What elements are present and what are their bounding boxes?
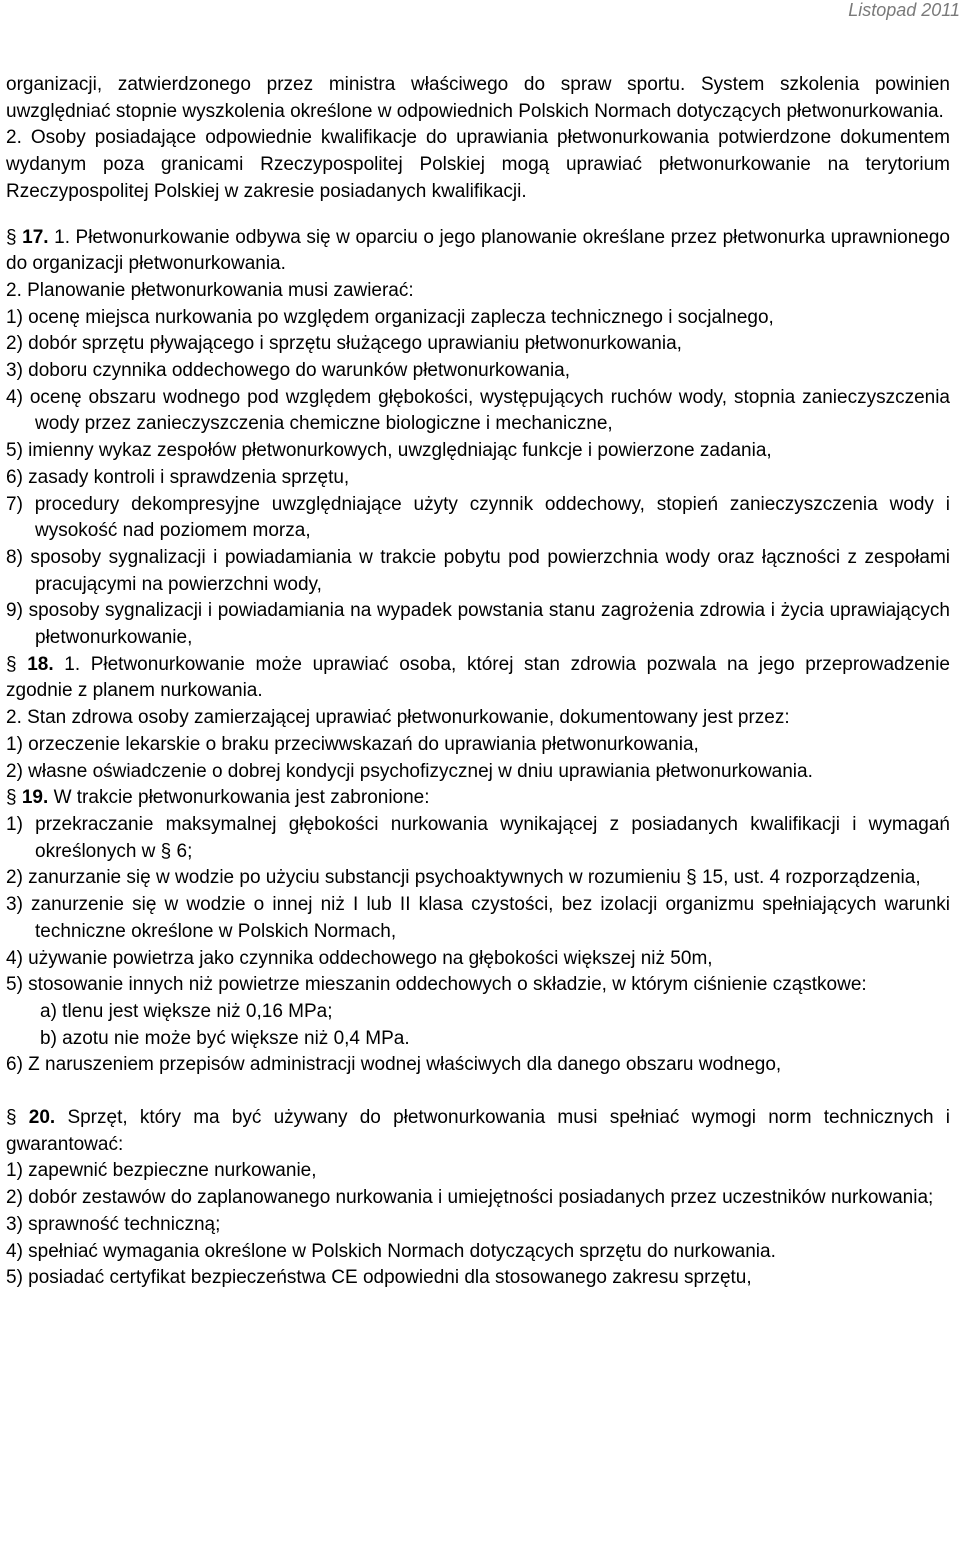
list-item: 2) dobór zestawów do zaplanowanego nurkowania i umiejętności posiadanych przez uczestników nurkowania; <box>6 1187 934 1209</box>
section-text: Sprzęt, który ma być używany do płetwonurkowania musi spełniać wymogi norm technicznych i gwarantować: <box>6 1107 950 1155</box>
section-18-paragraph-2: 2. Stan zdrowa osoby zamierzającej uprawiać płetwonurkowanie, dokumentowany jest przez: <box>6 707 790 729</box>
section-20-lead <box>6 1105 950 1158</box>
section-text: W trakcie płetwonurkowania jest zabronione: <box>53 787 430 809</box>
list-item: 1) ocenę miejsca nurkowania po względem organizacji zaplecza technicznego i socjalnego, <box>6 306 774 328</box>
section-sign: § <box>6 1107 17 1129</box>
list-item: 8) sposoby sygnalizacji i powiadamiania w trakcie pobytu pod powierzchnia wody oraz łączności z zespołami pracującymi na powierzchni wody, <box>6 546 950 595</box>
section-number: 19. <box>21 787 49 809</box>
list-item: 1) orzeczenie lekarskie o braku przeciwwskazań do uprawiania płetwonurkowania, <box>6 733 699 755</box>
intro-paragraph-1: organizacji, zatwierdzonego przez ministra właściwego do spraw sportu. System szkolenia powinien uwzględniać stopnie wyszkolenia określone w odpowiednich Polskich Normach dotyczących płetwonurkowania. <box>6 74 950 122</box>
list-item: 4) używanie powietrza jako czynnika oddechowego na głębokości większej niż 50m, <box>6 947 713 969</box>
list-item: 9) sposoby sygnalizacji i powiadamiania na wypadek powstania stanu zagrożenia zdrowia i życia uprawiających płetwonurkowanie, <box>6 600 950 649</box>
section-19-lead <box>6 785 950 812</box>
list-item: 2) zanurzanie się w wodzie po użyciu substancji psychoaktywnych w rozumieniu § 15, ust. 4 rozporządzenia, <box>6 867 921 889</box>
sub-list-item: a) tlenu jest większe niż 0,16 MPa; <box>40 1000 333 1022</box>
section-19-heading <box>6 787 48 808</box>
section-number: 17. <box>22 226 49 248</box>
section-sign: § <box>6 787 17 809</box>
list-item: 1) przekraczanie maksymalnej głębokości nurkowania wynikającej z posiadanych kwalifikacji i wymagań określonych w § 6; <box>6 813 950 862</box>
list-item: 3) doboru czynnika oddechowego do warunków płetwonurkowania, <box>6 360 571 382</box>
list-item: 3) zanurzenie się w wodzie o innej niż I lub II klasa czystości, bez izolacji organizmu spełniających warunki techniczne określone w Polskich Normach, <box>6 894 950 942</box>
section-20-heading <box>6 1107 55 1128</box>
list-item: 7) procedury dekompresyjne uwzględniające użyty czynnik oddechowy, stopień zanieczyszczenia wody i wysokość nad poziomem morza, <box>6 493 950 542</box>
intro-paragraph-2: 2. Osoby posiadające odpowiednie kwalifikacje do uprawiania płetwonurkowania potwierdzone dokumentem wydanym poza granicami Rzeczypospolitej Polskiej mogą uprawiać płetwonurkowanie na terytorium Rzeczypospolitej Polskiej w zakresie posiadanych kwalifikacji. <box>6 127 950 202</box>
list-item: 5) imienny wykaz zespołów płetwonurkowych, uwzględniając funkcje i powierzone zadania, <box>6 440 772 462</box>
list-item: 2) własne oświadczenie o dobrej kondycji psychofizycznej w dniu uprawiania płetwonurkowania. <box>6 760 813 782</box>
list-item: 3) sprawność techniczną; <box>6 1213 221 1235</box>
section-sign: § <box>686 867 697 889</box>
list-item: 6) zasady kontroli i sprawdzenia sprzętu, <box>6 466 350 488</box>
section-sign: § <box>6 653 17 675</box>
section-number: 18. <box>27 653 54 675</box>
list-item: 1) zapewnić bezpieczne nurkowanie, <box>6 1160 317 1182</box>
list-item: 5) posiadać certyfikat bezpieczeństwa CE odpowiedni dla stosowanego zakresu sprzętu, <box>6 1267 752 1289</box>
section-sign: § <box>160 840 172 862</box>
section-17-paragraph-1 <box>6 225 950 278</box>
list-item: 4) spełniać wymagania określone w Polskich Normach dotyczących sprzętu do nurkowania. <box>6 1240 776 1262</box>
section-17-heading <box>6 227 49 248</box>
section-text: 1. Płetwonurkowanie może uprawiać osoba, której stan zdrowia pozwala na jego przeprowadzenie zgodnie z planem nurkowania. <box>6 653 950 702</box>
section-18-paragraph-1 <box>6 652 950 705</box>
document-body <box>6 72 950 1292</box>
section-sign: § <box>6 226 17 248</box>
section-18-heading <box>6 654 54 675</box>
section-text: 1. Płetwonurkowanie odbywa się w oparciu o jego planowanie określane przez płetwonurka uprawnionego do organizacji płetwonurkowania. <box>6 226 950 275</box>
section-number: 20. <box>28 1107 56 1129</box>
list-item: 6) Z naruszeniem przepisów administracji wodnej właściwych dla danego obszaru wodnego, <box>6 1054 782 1076</box>
section-17-paragraph-2: 2. Planowanie płetwonurkowania musi zawierać: <box>6 279 414 301</box>
list-item: 4) ocenę obszaru wodnego pod względem głębokości, występujących ruchów wody, stopnia zanieczyszczenia wody przez zanieczyszczenia chemiczne biologiczne i mechaniczne, <box>6 386 950 435</box>
list-item: 2) dobór sprzętu pływającego i sprzętu służącego uprawianiu płetwonurkowania, <box>6 333 682 355</box>
page-header-date: Listopad 2011 <box>848 0 960 20</box>
list-item: 5) stosowanie innych niż powietrze mieszanin oddechowych o składzie, w którym ciśnienie cząstkowe: <box>6 974 867 996</box>
sub-list-item: b) azotu nie może być większe niż 0,4 MPa. <box>40 1027 410 1049</box>
